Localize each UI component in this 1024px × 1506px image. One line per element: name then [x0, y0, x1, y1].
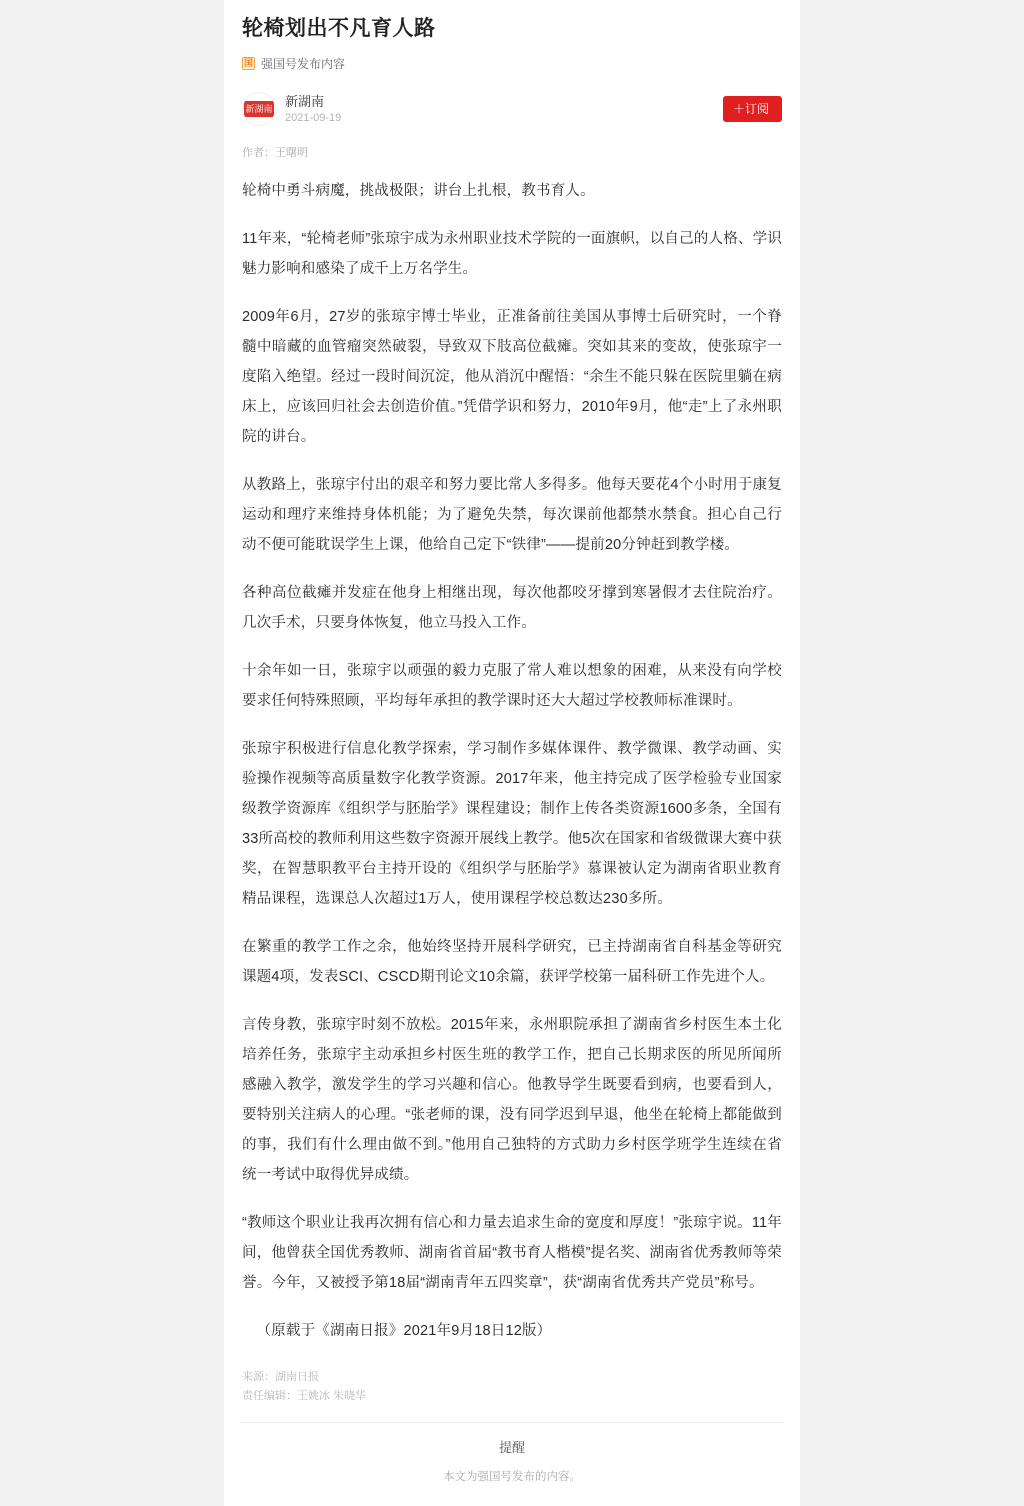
paragraph: “教师这个职业让我再次拥有信心和力量去追求生命的宽度和厚度！”张琼宇说。11年间，他曾获全国优秀教师、湖南省首届“教书育人楷模”提名奖、湖南省优秀教师等荣誉。今年，又被授予第18届“湖南青年五四奖章”，获“湖南省优秀共产党员”称号。: [242, 1215, 783, 1292]
notice-block: [242, 1437, 782, 1506]
divider: [242, 1422, 782, 1423]
page-title: 轮椅划出不凡育人路: [242, 17, 436, 40]
notice-title: 提醒: [498, 1440, 525, 1456]
paragraph: 11年来，“轮椅老师”张琼宇成为永州职业技术学院的一面旗帜，以自己的人格、学识魅力影响和感染了成千上万名学生。: [242, 231, 783, 278]
paragraph: 各种高位截瘫并发症在他身上相继出现，每次他都咬牙撑到寒暑假才去住院治疗。几次手术，只要身体恢复，他立马投入工作。: [242, 585, 782, 632]
avatar-logo-text: 新湖南: [244, 101, 274, 117]
paragraph: 2009年6月，27岁的张琼宇博士毕业，正准备前往美国从事博士后研究时，一个脊髓中暗藏的血管瘤突然破裂，导致双下肢高位截瘫。突如其来的变故，使张琼宇一度陷入绝望。经过一段时间沉淀，他从消沉中醒悟：“余生不能只躲在医院里躺在病床上，应该回归社会去创造价值。”凭借学识和努力，2010年9月，他“走”上了永州职院的讲台。: [242, 309, 782, 446]
notice-text: 本文为强国号发布的内容。: [443, 1471, 581, 1484]
paragraph: 轮椅中勇斗病魔，挑战极限；讲台上扎根，教书育人。: [242, 183, 595, 200]
publish-date: 2021-09-19: [285, 111, 342, 124]
badge-label: 强国号发布内容: [261, 57, 346, 72]
source-meta: [285, 93, 723, 126]
closing-note: （原载于《湖南日报》2021年9月18日12版）: [256, 1323, 552, 1340]
paragraph: 从教路上，张琼宇付出的艰辛和努力要比常人多得多。他每天要花4个小时用于康复运动和理疗来维持身体机能；为了避免失禁，每次课前他都禁水禁食。担心自己行动不便可能耽误学生上课，他给自己定下“铁律”——提前20分钟赶到教学楼。: [242, 477, 782, 554]
footer-editor: 责任编辑：王姚冰 朱晓华: [242, 1390, 367, 1403]
source-row: [242, 92, 782, 126]
paragraph: 在繁重的教学工作之余，他始终坚持开展科学研究，已主持湖南省自科基金等研究课题4项，发表SCI、CSCD期刊论文10余篇，获评学校第一届科研工作先进个人。: [242, 939, 782, 986]
avatar[interactable]: [242, 92, 276, 126]
article-body: [242, 176, 782, 1346]
paragraph: 张琼宇积极进行信息化教学探索，学习制作多媒体课件、教学微课、教学动画、实验操作视频等高质量数字化教学资源。2017年来，他主持完成了医学检验专业国家级教学资源库《组织学与胚胎学》课程建设；制作上传各类资源1600多条，全国有33所高校的教师利用这些数字资源开展线上教学。他5次在国家和省级微课大赛中获奖，在智慧职教平台主持开设的《组织学与胚胎学》慕课被认定为湖南省职业教育精品课程，选课总人次超过1万人，使用课程学校总数达230多所。: [242, 741, 782, 908]
paragraph: 言传身教，张琼宇时刻不放松。2015年来，永州职院承担了湖南省乡村医生本土化培养任务，张琼宇主动承担乡村医生班的教学工作，把自己长期求医的所见所闻所感融入教学，激发学生的学习兴趣和信心。他教导学生既要看到病，也要看到人，要特别关注病人的心理。“张老师的课，没有同学迟到早退，他坐在轮椅上都能做到的事，我们有什么理由做不到。”他用自己独特的方式助力乡村医学班学生连续在省统一考试中取得优异成绩。: [242, 1017, 782, 1184]
flag-badge-icon: 国: [243, 58, 253, 69]
footer-source: 来源：湖南日报: [242, 1371, 319, 1384]
publisher-badge: [242, 55, 782, 72]
source-name[interactable]: 新湖南: [285, 93, 325, 109]
footer-meta: [242, 1368, 782, 1406]
author-line: 作者：王曙明: [242, 147, 308, 160]
subscribe-button[interactable]: ＋订阅: [723, 96, 782, 122]
article-container: [224, 0, 800, 1506]
paragraph: 十余年如一日，张琼宇以顽强的毅力克服了常人难以想象的困难，从来没有向学校要求任何特殊照顾，平均每年承担的教学课时还大大超过学校教师标准课时。: [242, 663, 782, 710]
